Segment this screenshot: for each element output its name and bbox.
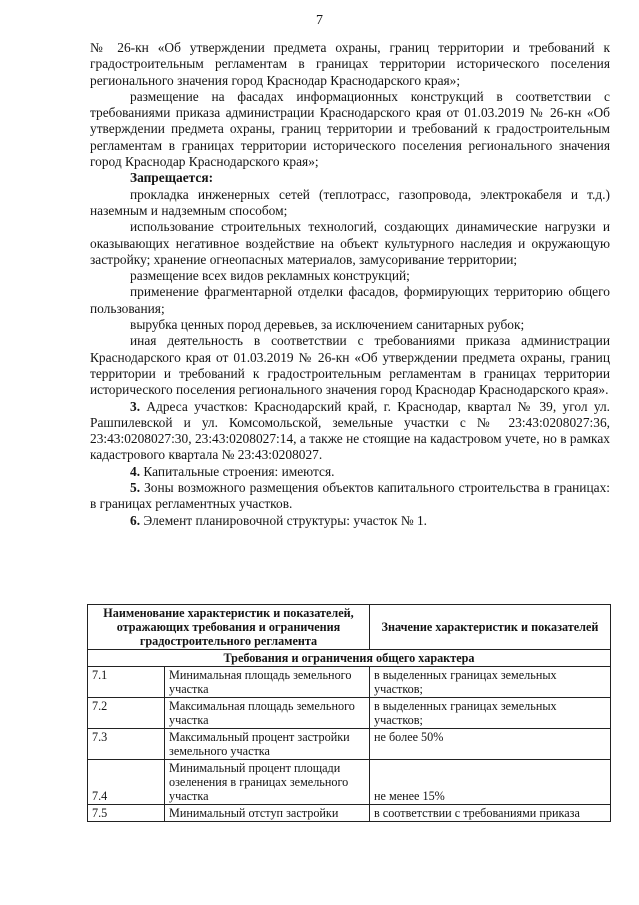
table-row [88, 805, 611, 822]
row-number: 7.1 [88, 667, 165, 698]
item-text: Зоны возможного размещения объектов капитального строительства в границах: в границах регламентных участков. [90, 480, 610, 512]
paragraph: иная деятельность в соответствии с требованиями приказа администрации Краснодарского края от 01.03.2019 № 26-кн «Об утверждении предмета охраны, границ территории и требований к градостроительным регламентам в границах территории исторического поселения регионального значения город Краснодар Краснодарского края». [90, 333, 610, 398]
item-number: 3. [130, 398, 141, 414]
numbered-item [90, 513, 610, 529]
table-section-row [88, 650, 611, 667]
paragraph: прокладка инженерных сетей (теплотрасс, газопровода, электрокабеля и т.д.) наземным и надземным способом; [90, 186, 610, 218]
regulation-table [87, 604, 611, 822]
row-name: Минимальная площадь земельного участка [165, 667, 370, 698]
numbered-item [90, 480, 610, 513]
item-text: Капитальные строения: имеются. [143, 463, 335, 479]
table-row [88, 667, 611, 698]
row-value: в выделенных границах земельных участков; [370, 667, 611, 698]
paragraph: № 26-кн «Об утверждении предмета охраны, границ территории и требований к градостроительным регламентам в границах территории исторического поселения регионального значения город Краснодар Краснодарского края»; [90, 40, 610, 88]
row-name: Максимальный процент застройки земельного участка [165, 729, 370, 760]
table-row [88, 729, 611, 760]
numbered-item [90, 464, 610, 480]
row-number: 7.2 [88, 698, 165, 729]
item-text: Адреса участков: Краснодарский край, г. Краснодар, квартал № 39, угол ул. Рашпилевской и ул. Комсомольской, земельные участки с № 23:43:0208027:36, 23:43:0208027:30, 23:43:0208027:14, а также не стоящие на кадастровом учете, но в рамках кадастрового квартала № 23:43:0208027. [90, 398, 610, 463]
prohibited-heading: Запрещается: [130, 170, 214, 186]
item-text: Элемент планировочной структуры: участок № 1. [143, 512, 428, 528]
table-header-right: Значение характеристик и показателей [370, 605, 611, 650]
page-number: 7 [316, 13, 323, 28]
row-name: Минимальный отступ застройки [165, 805, 370, 822]
row-value: не менее 15% [370, 760, 611, 805]
row-number: 7.5 [88, 805, 165, 822]
table-header-left: Наименование характеристик и показателей, отражающих требования и ограничения градостроительного регламента [88, 605, 370, 650]
paragraph: применение фрагментарной отделки фасадов, формирующих территорию общего пользования; [90, 284, 610, 316]
paragraph: размещение всех видов рекламных конструкций; [130, 268, 410, 284]
table-header-row [88, 605, 611, 650]
paragraph: вырубка ценных пород деревьев, за исключением санитарных рубок; [130, 317, 525, 333]
item-number: 5. [130, 480, 141, 496]
numbered-item [90, 399, 610, 464]
table-row [88, 760, 611, 805]
row-name: Максимальная площадь земельного участка [165, 698, 370, 729]
row-number: 7.4 [88, 760, 165, 805]
row-value: в выделенных границах земельных участков; [370, 698, 611, 729]
table-section-title: Требования и ограничения общего характера [88, 650, 611, 667]
row-name: Минимальный процент площади озеленения в границах земельного участка [165, 760, 370, 805]
item-number: 4. [130, 463, 141, 479]
item-number: 6. [130, 512, 141, 528]
paragraph: использование строительных технологий, создающих динамические нагрузки и оказывающих негативное воздействие на объект культурного наследия и окружающую застройку; хранение огнеопасных материалов, замусоривание территории; [90, 219, 610, 267]
table-row [88, 698, 611, 729]
row-number: 7.3 [88, 729, 165, 760]
row-value: в соответствии с требованиями приказа [370, 805, 611, 822]
paragraph: размещение на фасадах информационных конструкций в соответствии с требованиями приказа администрации Краснодарского края от 01.03.2019 № 26-кн «Об утверждении предмета охраны, границ территории и требований к градостроительным регламентам в границах территории исторического поселения регионального значения город Краснодар Краснодарского края»; [90, 88, 610, 170]
document-body [90, 40, 610, 529]
row-value: не более 50% [370, 729, 611, 760]
